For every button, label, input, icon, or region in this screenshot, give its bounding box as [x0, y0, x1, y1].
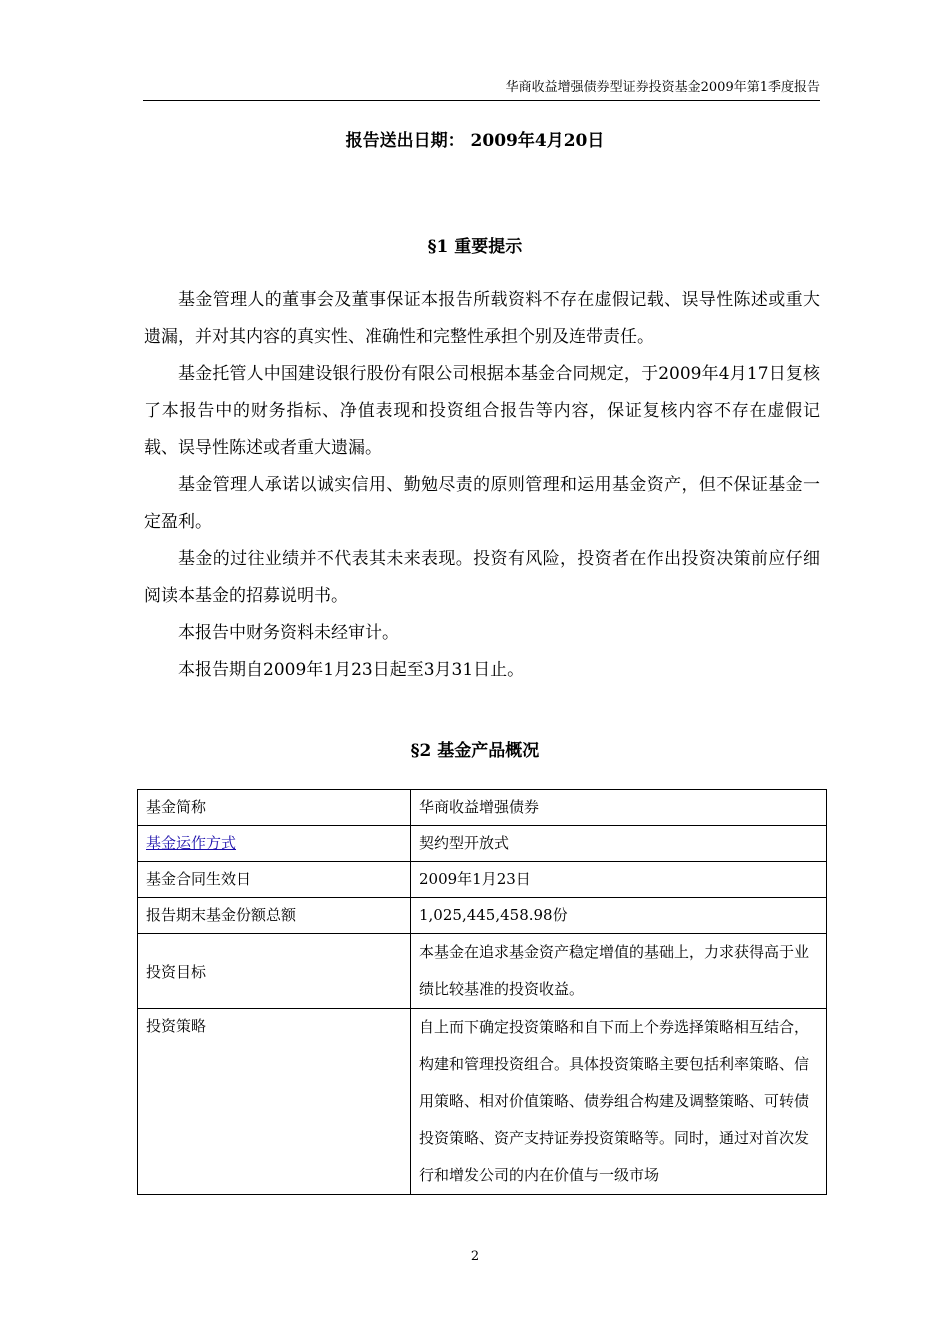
fund-operation-link[interactable]: 基金运作方式: [146, 834, 237, 852]
notice-paragraph: 基金管理人承诺以诚实信用、勤勉尽责的原则管理和运用基金资产，但不保证基金一定盈利。: [144, 475, 820, 532]
page-header: [143, 78, 820, 101]
page-number: 2: [470, 1249, 480, 1264]
row-label: 报告期末基金份额总额: [138, 898, 411, 934]
row-label[interactable]: [138, 826, 411, 862]
notice-paragraph: 本报告中财务资料未经审计。: [178, 623, 399, 643]
section2-title: §2 基金产品概况: [410, 741, 540, 761]
row-value: 2009年1月23日: [411, 862, 827, 898]
notice-paragraph: 基金管理人的董事会及董事保证本报告所载资料不存在虚假记载、误导性陈述或重大遗漏，并对其内容的真实性、准确性和完整性承担个别及连带责任。: [144, 290, 820, 347]
row-label: 投资策略: [138, 1009, 411, 1195]
table-row: [138, 790, 827, 826]
table-row: [138, 898, 827, 934]
row-label: 基金简称: [138, 790, 411, 826]
table-row: [138, 934, 827, 1009]
report-title: 华商收益增强债券型证券投资基金2009年第1季度报告: [505, 80, 820, 95]
section1-title: §1 重要提示: [427, 237, 523, 257]
notice-paragraph: 本报告期自2009年1月23日起至3月31日止。: [178, 660, 525, 680]
row-label: 基金合同生效日: [138, 862, 411, 898]
table-row: [138, 862, 827, 898]
notice-paragraph: 基金的过往业绩并不代表其未来表现。投资有风险，投资者在作出投资决策前应仔细阅读本基金的招募说明书。: [144, 549, 820, 606]
row-value: 本基金在追求基金资产稳定增值的基础上，力求获得高于业绩比较基准的投资收益。: [411, 934, 827, 1009]
fund-overview-table: [137, 789, 827, 1195]
notice-paragraph: 基金托管人中国建设银行股份有限公司根据本基金合同规定，于2009年4月17日复核了本报告中的财务指标、净值表现和投资组合报告等内容，保证复核内容不存在虚假记载、误导性陈述或者重大遗漏。: [144, 364, 820, 458]
row-value: 自上而下确定投资策略和自下而上个券选择策略相互结合，构建和管理投资组合。具体投资策略主要包括利率策略、信用策略、相对价值策略、债券组合构建及调整策略、可转债投资策略、资产支持证券投资策略等。同时，通过对首次发行和增发公司的内在价值与一级市场: [411, 1009, 827, 1195]
row-value: 契约型开放式: [411, 826, 827, 862]
row-value: 华商收益增强债券: [411, 790, 827, 826]
table-row: [138, 826, 827, 862]
report-send-date: 报告送出日期： 2009年4月20日: [345, 131, 605, 151]
row-value: 1,025,445,458.98份: [411, 898, 827, 934]
row-label: 投资目标: [138, 934, 411, 1009]
table-row: [138, 1009, 827, 1195]
important-notice: [144, 282, 820, 689]
